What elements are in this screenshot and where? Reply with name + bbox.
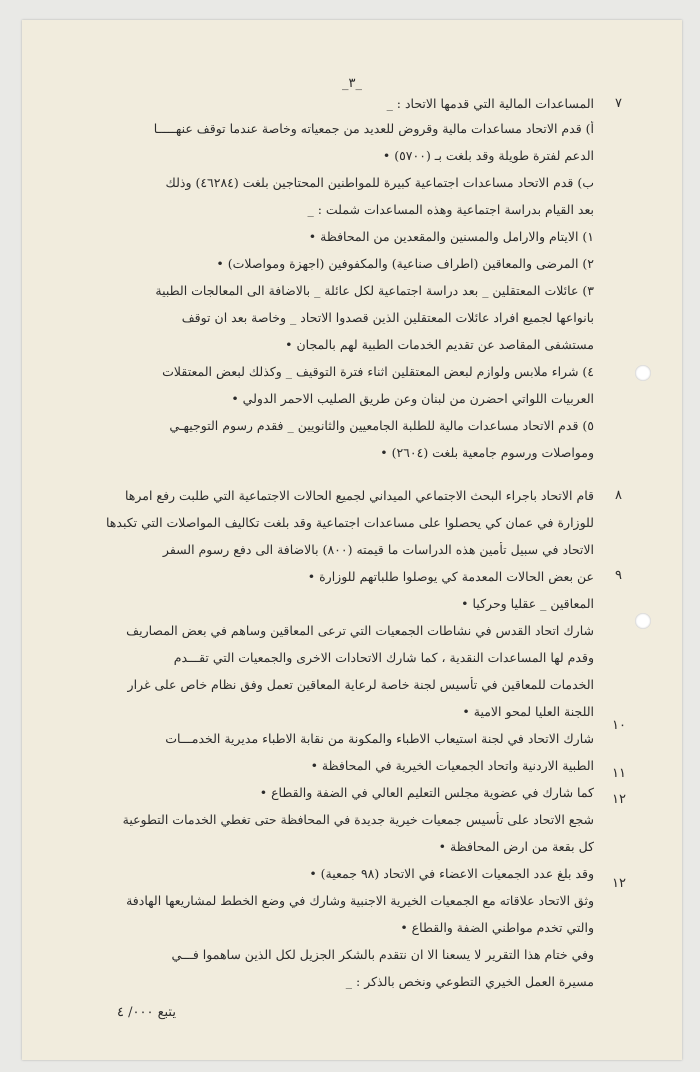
text-line: شارك اتحاد القدس في نشاطات الجمعيات التي ترعى المعاقين وساهم في بعض المصاريف xyxy=(126,623,594,638)
document-page xyxy=(22,20,682,1060)
section-number: ١٢ xyxy=(612,876,626,891)
text-line: الاتحاد في سبيل تأمين هذه الدراسات ما قيمته (٨٠٠) بالاضافة الى دفع رسوم السفر xyxy=(162,542,594,557)
punch-hole xyxy=(635,365,651,381)
punch-hole xyxy=(635,613,651,629)
text-line: وقدم لها المساعدات النقدية ، كما شارك الاتحادات الاخرى والجمعيات التي تقـــدم xyxy=(173,650,594,665)
text-line: الخدمات للمعاقين في تأسيس لجنة خاصة لرعاية المعاقين تعمل وفق نظام خاص على غرار xyxy=(127,677,594,692)
section-number: ١١ xyxy=(612,766,626,781)
section-number: ١٢ xyxy=(612,792,626,807)
section-number: ١٠ xyxy=(612,718,626,733)
text-line: عن بعض الحالات المعدمة كي يوصلوا طلباتهم للوزارة • xyxy=(307,569,594,584)
text-line: ٥) قدم الاتحاد مساعدات مالية للطلبة الجامعيين والثانويين _ فقدم رسوم التوجيهـي xyxy=(169,418,594,433)
text-line: للوزارة في عمان كي يحصلوا على مساعدات اجتماعية وقد بلغت تكاليف المواصلات التي تكبدها xyxy=(106,515,594,530)
text-line: اللجنة العليا لمحو الامية • xyxy=(462,704,594,719)
text-line: كل بقعة من ارض المحافظة • xyxy=(438,839,594,854)
section-number: ٩ xyxy=(615,568,622,583)
text-line: ١) الايتام والارامل والمسنين والمقعدين من المحافظة • xyxy=(308,229,594,244)
text-line: شجع الاتحاد على تأسيس جمعيات خيرية جديدة في المحافظة حتى تغطي الخدمات التطوعية xyxy=(122,812,594,827)
text-line: وقد بلغ عدد الجمعيات الاعضاء في الاتحاد (٩٨ جمعية) • xyxy=(309,866,594,881)
text-line: المعاقين _ عقليا وحركيا • xyxy=(461,596,594,611)
text-line: بعد القيام بدراسة اجتماعية وهذه المساعدات شملت : _ xyxy=(307,202,594,217)
page-number: _٣_ xyxy=(342,76,362,91)
section-number: ٨ xyxy=(615,488,622,503)
text-line: شارك الاتحاد في لجنة استيعاب الاطباء والمكونة من نقابة الاطباء مديرية الخدمـــات xyxy=(165,731,594,746)
section-number: ٧ xyxy=(615,96,622,111)
text-line: وفي ختام هذا التقرير لا يسعنا الا ان نتقدم بالشكر الجزيل لكل الذين ساهموا فـــي xyxy=(171,947,594,962)
text-line: أ) قدم الاتحاد مساعدات مالية وقروض للعديد من جمعياته وخاصة عندما توقف عنهـــــا xyxy=(153,121,594,136)
text-line: مستشفى المقاصد عن تقديم الخدمات الطبية لهم بالمجان • xyxy=(285,337,594,352)
text-line: الطبية الاردنية واتحاد الجمعيات الخيرية في المحافظة • xyxy=(310,758,594,773)
text-line: الدعم لفترة طويلة وقد بلغت بـ (٥٧٠٠) • xyxy=(382,148,594,163)
continuation-note: يتبع ٠٠٠/ ٤ xyxy=(117,1005,176,1020)
text-line: ٣) عائلات المعتقلين _ بعد دراسة اجتماعية لكل عائلة _ بالاضافة الى المعالجات الطبية xyxy=(155,283,594,298)
text-line: ب) قدم الاتحاد مساعدات اجتماعية كبيرة للمواطنين المحتاجين بلغت (٤٦٢٨٤) وذلك xyxy=(165,175,594,190)
text-line: قام الاتحاد باجراء البحث الاجتماعي الميداني لجميع الحالات الاجتماعية التي طلبت رفع امرها xyxy=(124,488,594,503)
text-line: مسيرة العمل الخيري التطوعي ونخص بالذكر : _ xyxy=(345,974,594,989)
text-line: والتي تخدم مواطني الضفة والقطاع • xyxy=(400,920,594,935)
text-line: ٢) المرضى والمعاقين (اطراف صناعية) والمكفوفين (اجهزة ومواصلات) • xyxy=(216,256,594,271)
text-line: بانواعها لجميع افراد عائلات المعتقلين الذين قصدوا الاتحاد _ وخاصة بعد ان توقف xyxy=(181,310,594,325)
text-line: وثق الاتحاد علاقاته مع الجمعيات الخيرية الاجنبية وشارك في وضع الخطط لمشاريعها الهادفة xyxy=(126,893,594,908)
text-line: ومواصلات ورسوم جامعية بلغت (٢٦٠٤) • xyxy=(380,445,594,460)
text-line: ٤) شراء ملابس ولوازم لبعض المعتقلين اثناء فترة التوقيف _ وكذلك لبعض المعتقلات xyxy=(162,364,594,379)
text-line: كما شارك في عضوية مجلس التعليم العالي في الضفة والقطاع • xyxy=(259,785,594,800)
text-line: العربيات اللواتي احضرن من لبنان وعن طريق الصليب الاحمر الدولي • xyxy=(231,391,594,406)
text-line: المساعدات المالية التي قدمها الاتحاد : _ xyxy=(386,96,594,111)
